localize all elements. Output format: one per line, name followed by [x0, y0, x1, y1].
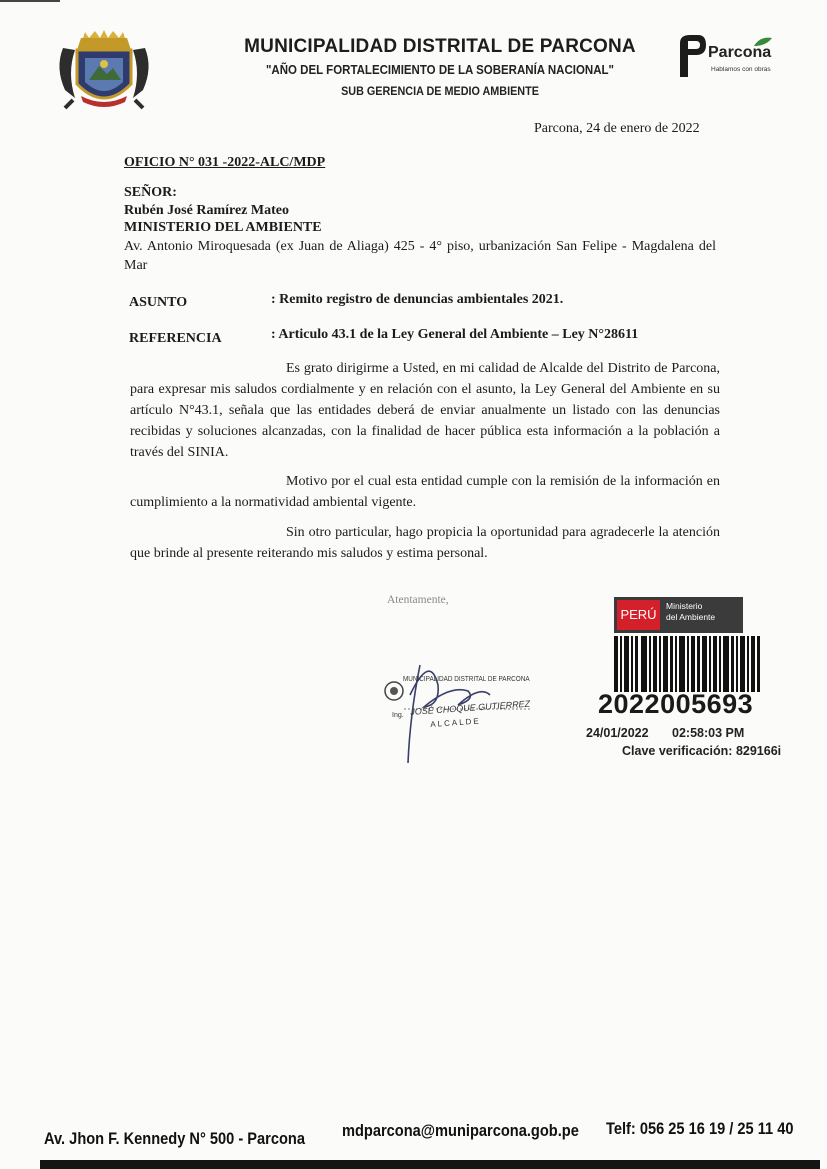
signer-prefix: Ing. [392, 712, 404, 719]
closing-text: Atentamente, [387, 594, 449, 606]
stamp-document-number: 2022005693 [598, 689, 754, 719]
stamp-verification-key: Clave verificación: 829166i [622, 744, 782, 758]
leaf-icon [752, 36, 774, 48]
salutation: SEÑOR: [124, 185, 177, 200]
recipient-organization: MINISTERIO DEL AMBIENTE [124, 220, 322, 235]
department-name: SUB GERENCIA DE MEDIO AMBIENTE [341, 84, 539, 98]
peru-badge: PERÚ [617, 600, 660, 630]
top-edge-mark [0, 0, 60, 2]
recipient-address: Av. Antonio Miroquesada (ex Juan de Aliaga) 425 - 4° piso, urbanización San Felipe - Magdalena del Mar [124, 239, 716, 273]
stamp-date: 24/01/2022 [586, 726, 649, 740]
municipal-crest-icon [55, 28, 153, 114]
ministry-name [666, 601, 715, 623]
year-motto: "AÑO DEL FORTALECIMIENTO DE LA SOBERANÍA NACIONAL" [265, 63, 615, 77]
reference-value: : Articulo 43.1 de la Ley General del Ambiente – Ley N°28611 [271, 327, 639, 342]
ministry-line-1: Ministerio [666, 601, 703, 611]
document-reference-code: OFICIO N° 031 -2022-ALC/MDP [124, 155, 326, 170]
stamp-time: 02:58:03 PM [672, 726, 745, 740]
subject-value: : Remito registro de denuncias ambientales 2021. [271, 292, 564, 307]
parcona-logo-icon [674, 33, 708, 79]
footer-email: mdparcona@muniparcona.gob.pe [342, 1121, 579, 1140]
brand-name: Parcona [708, 44, 772, 61]
body-paragraph-2: Motivo por el cual esta entidad cumple con la remisión de la información en cumplimiento a la normatividad ambiental vigente. [130, 474, 720, 510]
place-date: Parcona, 24 de enero de 2022 [534, 121, 700, 136]
footer-bar [40, 1160, 820, 1169]
seal-institution: MUNICIPALIDAD DISTRITAL DE PARCONA [403, 674, 530, 683]
barcode-icon [614, 636, 764, 692]
brand-tagline: Hablamos con obras [711, 66, 771, 73]
subject-label: ASUNTO [129, 295, 188, 310]
reference-label: REFERENCIA [129, 331, 222, 346]
footer-address: Av. Jhon F. Kennedy N° 500 - Parcona [44, 1129, 305, 1148]
footer-phone: Telf: 056 25 16 19 / 25 11 40 [606, 1119, 794, 1138]
signer-role: ALCALDE [430, 716, 481, 729]
recipient-name: Rubén José Ramírez Mateo [124, 203, 289, 218]
body-paragraph-1: Es grato dirigirme a Usted, en mi calidad de Alcalde del Distrito de Parcona, para expresar mis saludos cordialmente y en relación con el asunto, la Ley General del Ambiente en su artículo N°43.1, señala que las entidades deberá de enviar anualmente un listado con las denuncias recibidas y soluciones alcanzadas, con la finalidad de hacer pública esta información a la población a través del SINIA. [130, 361, 720, 460]
institution-title: MUNICIPALIDAD DISTRITAL DE PARCONA [244, 36, 636, 57]
body-paragraph-3: Sin otro particular, hago propicia la oportunidad para agradecerle la atención que brinde al presente reiterando mis saludos y estima personal. [130, 525, 720, 561]
signer-name: JOSÉ CHOQUE GUTIERREZ [410, 698, 531, 717]
ministry-line-2: del Ambiente [666, 612, 716, 622]
